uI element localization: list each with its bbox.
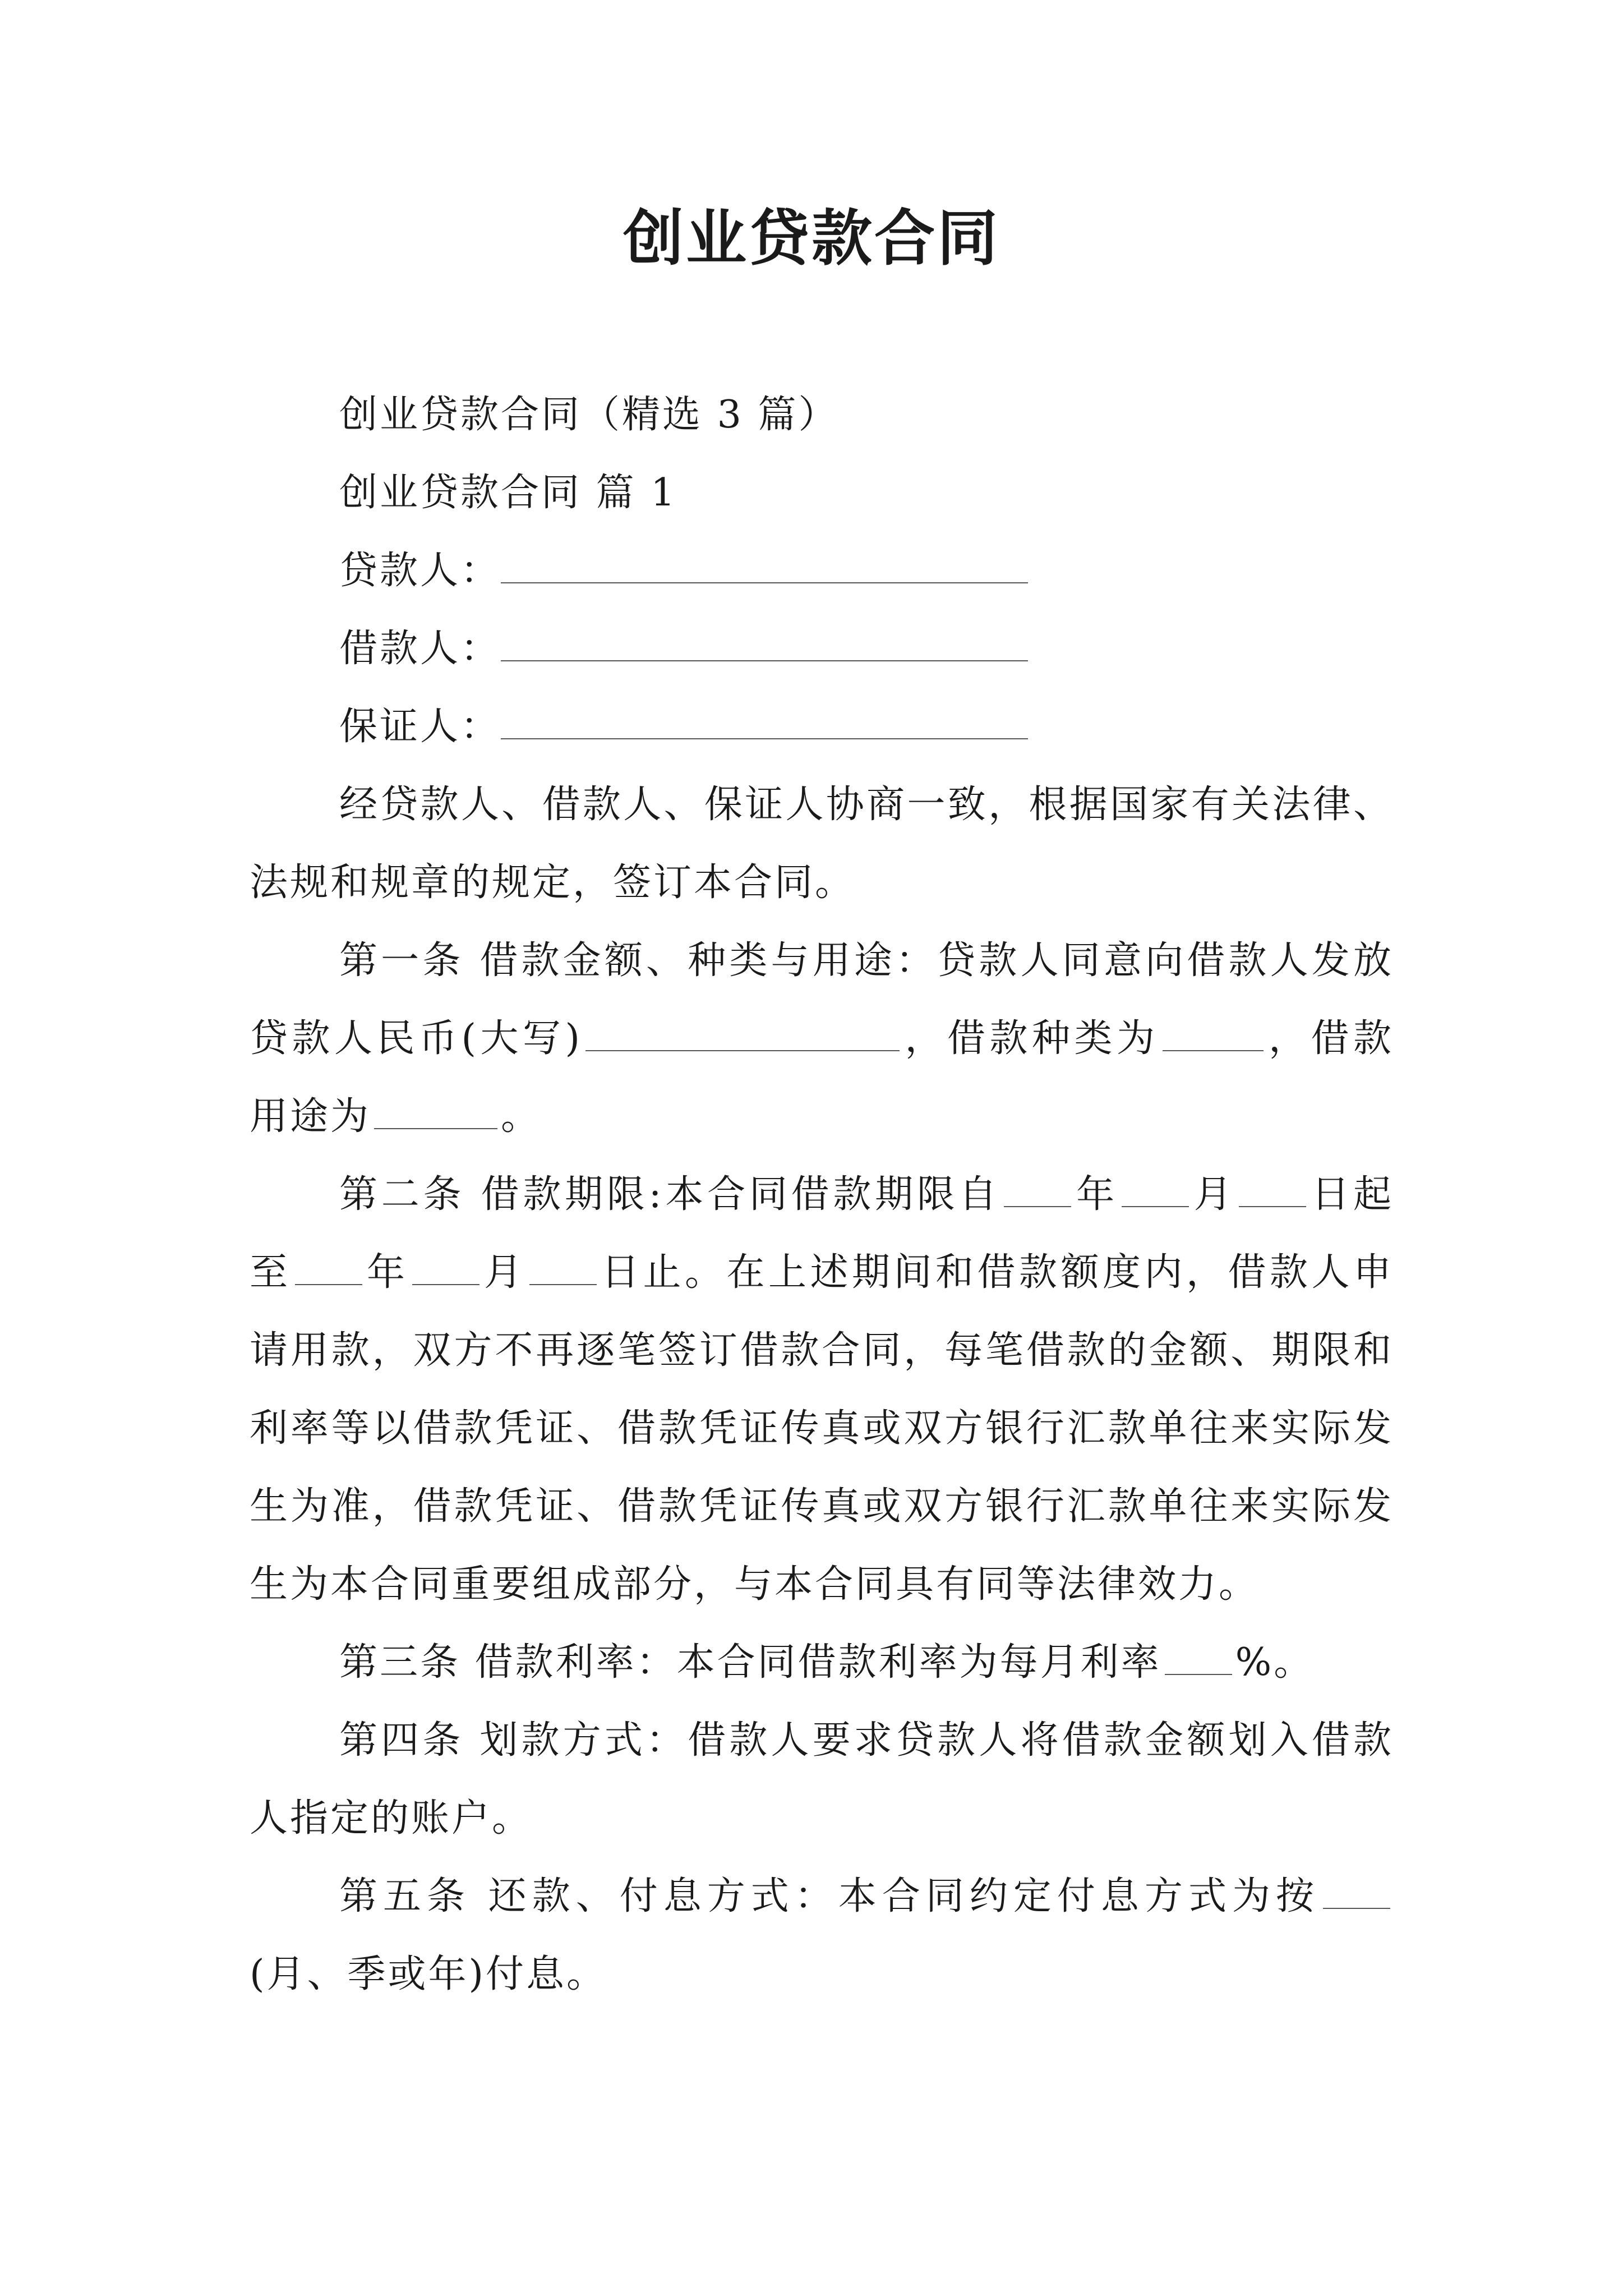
lender-label: 贷款人： bbox=[339, 549, 501, 593]
article-4: 第四条 划款方式：借款人要求贷款人将借款金额划入借款人指定的账户。 bbox=[250, 1718, 1394, 1841]
article-2-year-2: 年 bbox=[365, 1250, 409, 1295]
article-2-month-2: 月 bbox=[482, 1250, 526, 1295]
article-2-month-1: 月 bbox=[1192, 1172, 1236, 1217]
end-day-blank bbox=[529, 1253, 597, 1285]
interest-rate-blank bbox=[1165, 1642, 1232, 1675]
start-year-blank bbox=[1004, 1175, 1071, 1207]
article-2-year-1: 年 bbox=[1075, 1172, 1118, 1217]
article-5-text-b: (月、季或年)付息。 bbox=[250, 1952, 607, 1996]
section-heading: 创业贷款合同 篇 1 bbox=[339, 471, 677, 515]
article-1 bbox=[250, 922, 1394, 1156]
article-3-text-b: %。 bbox=[1235, 1640, 1315, 1685]
borrower-field bbox=[250, 610, 1394, 688]
lender-field bbox=[250, 532, 1394, 610]
document-body bbox=[250, 376, 1394, 2013]
loan-purpose-blank bbox=[374, 1097, 497, 1129]
guarantor-label: 保证人： bbox=[339, 705, 501, 749]
article-2 bbox=[250, 1156, 1394, 1623]
article-1-text-a: 第一条 借款金额、种类与用途：贷款人同意向借款人发放贷款人民币(大写) bbox=[250, 938, 1394, 1061]
article-3 bbox=[250, 1623, 1394, 1701]
article-2-day-1: 日起至 bbox=[250, 1172, 1394, 1295]
article-2-text-a: 第二条 借款期限:本合同借款期限自 bbox=[339, 1172, 1001, 1217]
article-5-text-a: 第五条 还款、付息方式：本合同约定付息方式为按 bbox=[339, 1874, 1320, 1918]
end-year-blank bbox=[295, 1253, 362, 1285]
article-5 bbox=[250, 1857, 1394, 2013]
document-title: 创业贷款合同 bbox=[623, 203, 1000, 274]
payment-period-blank bbox=[1323, 1876, 1390, 1909]
start-month-blank bbox=[1122, 1175, 1189, 1207]
loan-amount-blank bbox=[585, 1019, 900, 1051]
intro-paragraph: 经贷款人、借款人、保证人协商一致，根据国家有关法律、法规和规章的规定，签订本合同。 bbox=[250, 783, 1394, 905]
start-day-blank bbox=[1239, 1175, 1306, 1207]
guarantor-field bbox=[250, 688, 1394, 766]
guarantor-blank bbox=[501, 705, 1028, 739]
loan-type-blank bbox=[1163, 1019, 1264, 1051]
borrower-blank bbox=[501, 627, 1028, 661]
lender-blank bbox=[501, 549, 1028, 583]
article-3-text-a: 第三条 借款利率：本合同借款利率为每月利率 bbox=[339, 1640, 1161, 1685]
subtitle: 创业贷款合同（精选 3 篇） bbox=[339, 393, 839, 437]
article-1-text-c: ，借款用途为 bbox=[250, 1016, 1394, 1139]
article-1-text-b: ，借款种类为 bbox=[903, 1016, 1159, 1061]
borrower-label: 借款人： bbox=[339, 627, 501, 671]
end-month-blank bbox=[412, 1253, 479, 1285]
article-1-text-d: 。 bbox=[501, 1094, 542, 1139]
article-2-text-b: 日止。在上述期间和借款额度内，借款人申请用款，双方不再逐笔签订借款合同，每笔借款的金额、期限和利率等以借款凭证、借款凭证传真或双方银行汇款单往来实际发生为准，借款凭证、借款凭证传真或双方银行汇款单往来实际发生为本合同重要组成部分，与本合同具有同等法律效力。 bbox=[250, 1250, 1394, 1607]
